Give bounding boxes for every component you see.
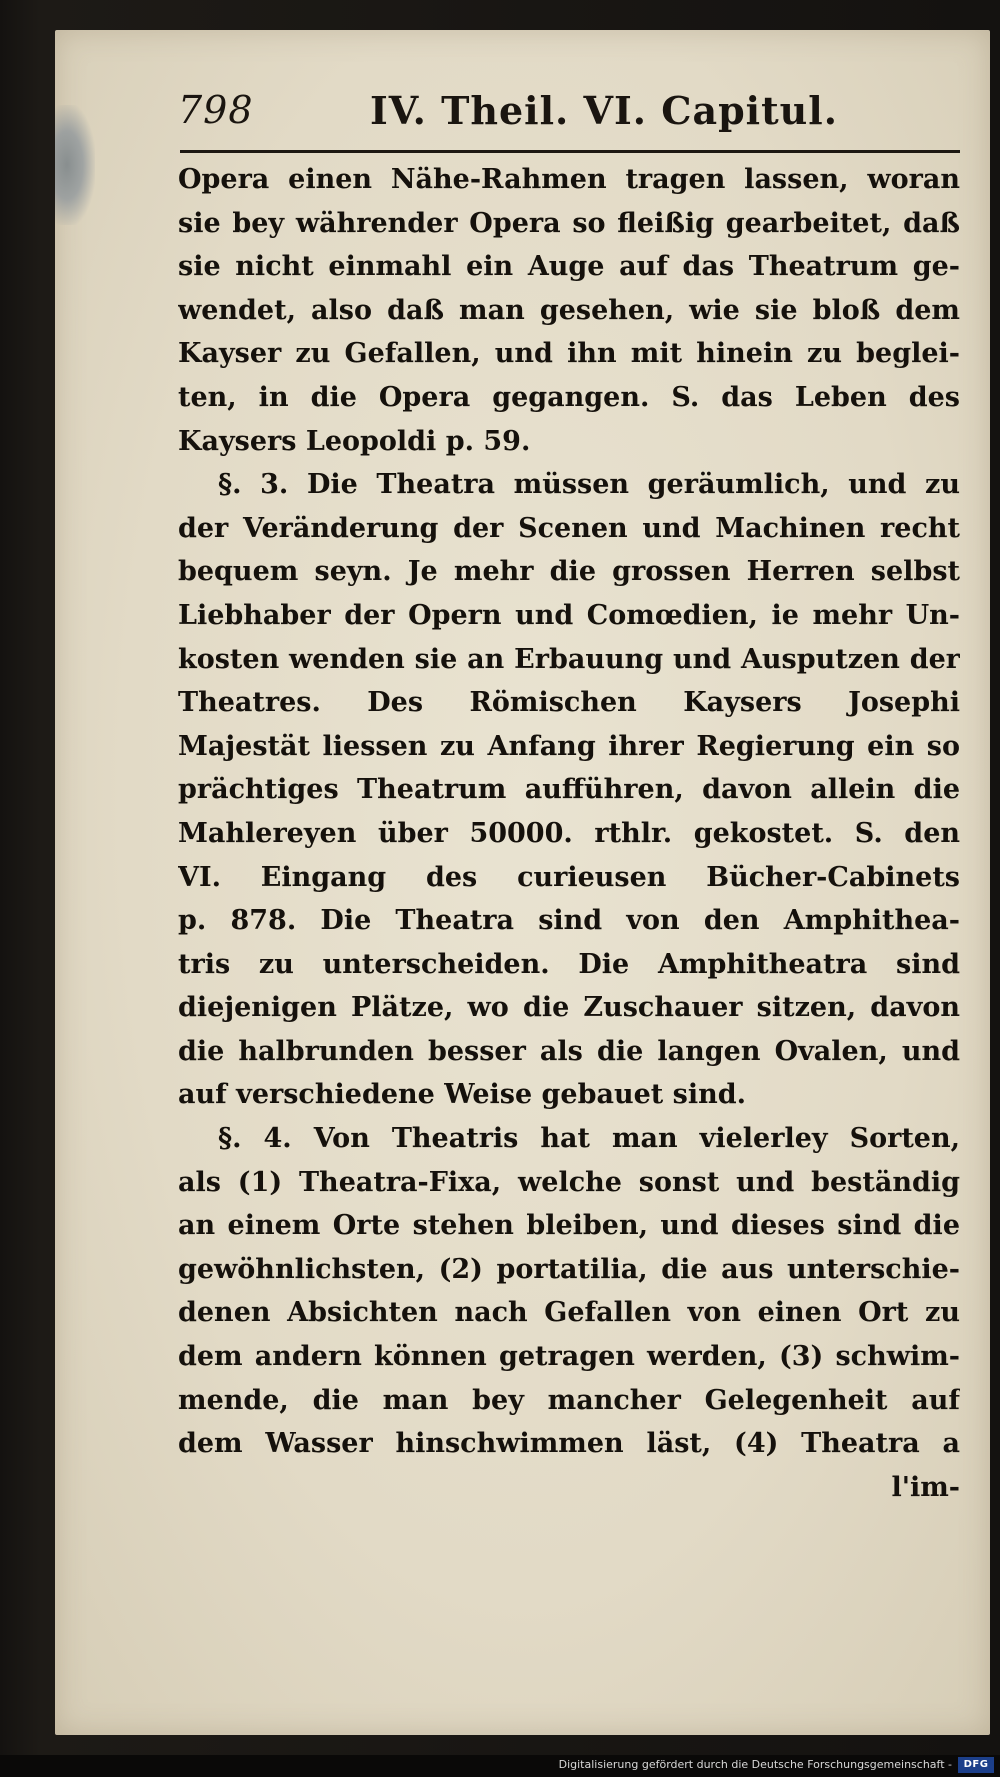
footer-credit: Digitalisierung gefördert durch die Deutsche Forschungsgemeinschaft -: [558, 1758, 952, 1771]
paper-stain: [55, 105, 95, 225]
text-line: dem andern können getragen werden, (3) schwim-: [178, 1341, 960, 1373]
page-header: [120, 88, 960, 138]
text-line: p. 878. Die Theatra sind von den Amphithea-: [178, 905, 960, 937]
text-line: auf verschiedene Weise gebauet sind.: [178, 1079, 747, 1111]
text-line: als (1) Theatra-Fixa, welche sonst und beständig: [178, 1166, 960, 1198]
text-line: kosten wenden sie an Erbauung und Ausputzen der: [178, 643, 960, 675]
text-line: Kayser zu Gefallen, und ihn mit hinein zu beglei-: [178, 338, 960, 370]
text-line: Theatres. Des Römischen Kaysers Josephi: [178, 687, 960, 719]
page-number: 798: [178, 88, 254, 132]
text-line: §. 4. Von Theatris hat man vielerley Sorten,: [218, 1123, 960, 1155]
text-line: Mahlereyen über 50000. rthlr. gekostet. S. den: [178, 817, 960, 849]
body-text: [178, 158, 960, 1509]
text-line: tris zu unterscheiden. Die Amphitheatra sind: [178, 948, 960, 980]
running-head: IV. Theil. VI. Capitul.: [370, 88, 838, 133]
text-line: Liebhaber der Opern und Comœdien, ie mehr Un-: [178, 599, 960, 631]
text-line: ten, in die Opera gegangen. S. das Leben des: [178, 381, 960, 413]
text-line: wendet, also daß man gesehen, wie sie bloß dem: [178, 294, 960, 326]
header-rule: [180, 150, 960, 153]
catchword: l'im-: [891, 1471, 960, 1503]
text-line: denen Absichten nach Gefallen von einen Ort zu: [178, 1297, 960, 1329]
text-line: Opera einen Nähe-Rahmen tragen lassen, woran: [178, 164, 960, 195]
text-line: Majestät liessen zu Anfang ihrer Regierung ein so: [178, 730, 960, 762]
text-line: der Veränderung der Scenen und Machinen recht: [178, 512, 960, 544]
text-line: an einem Orte stehen bleiben, und dieses sind die: [178, 1210, 960, 1242]
text-line: sie bey währender Opera so fleißig gearbeitet, daß: [178, 207, 960, 239]
dfg-logo: DFG: [958, 1757, 994, 1773]
text-line: Kaysers Leopoldi p. 59.: [178, 425, 531, 457]
text-line: prächtiges Theatrum aufführen, davon allein die: [178, 774, 960, 806]
text-line: bequem seyn. Je mehr die grossen Herren selbst: [178, 556, 960, 588]
text-line: die halbrunden besser als die langen Ovalen, und: [178, 1035, 960, 1067]
text-line: §. 3. Die Theatra müssen geräumlich, und zu: [218, 469, 960, 501]
text-line: dem Wasser hinschwimmen läst, (4) Theatra a: [178, 1428, 960, 1460]
text-line: gewöhnlichsten, (2) portatilia, die aus unterschie-: [178, 1253, 960, 1285]
text-line: sie nicht einmahl ein Auge auf das Theatrum ge-: [178, 251, 960, 283]
text-line: diejenigen Plätze, wo die Zuschauer sitzen, davon: [178, 992, 960, 1024]
text-line: mende, die man bey mancher Gelegenheit auf: [178, 1384, 960, 1416]
text-line: VI. Eingang des curieusen Bücher-Cabinets: [178, 861, 960, 893]
